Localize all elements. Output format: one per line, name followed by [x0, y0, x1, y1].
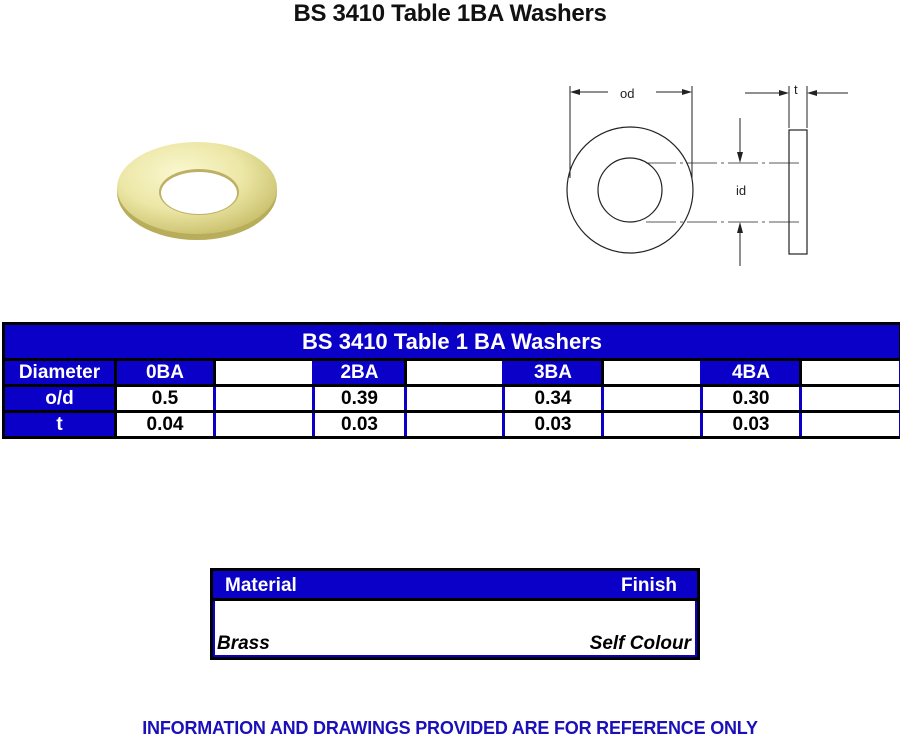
- empty-cell: [603, 386, 702, 412]
- table-header: BS 3410 Table 1 BA Washers: [4, 324, 900, 360]
- washer-spec-table: [2, 322, 900, 439]
- material-label: Material: [225, 575, 297, 597]
- finish-value: Self Colour: [590, 633, 691, 655]
- row-label-od: o/d: [4, 386, 116, 412]
- row-label-diameter: Diameter: [4, 360, 116, 386]
- row-label-t: t: [4, 412, 116, 438]
- empty-cell: [603, 412, 702, 438]
- od-0ba: 0.5: [116, 386, 215, 412]
- size-2ba: 2BA: [314, 360, 406, 386]
- empty-cell: [406, 360, 504, 386]
- id-label: id: [736, 183, 746, 198]
- t-4ba: 0.03: [702, 412, 801, 438]
- empty-cell: [603, 360, 702, 386]
- material-finish-box: [210, 568, 700, 660]
- empty-cell: [215, 360, 314, 386]
- material-header-bar: [213, 571, 697, 601]
- od-2ba: 0.39: [314, 386, 406, 412]
- empty-cell: [215, 386, 314, 412]
- page-title: BS 3410 Table 1BA Washers: [0, 0, 900, 28]
- empty-cell: [215, 412, 314, 438]
- t-label: t: [794, 82, 798, 97]
- empty-cell: [801, 360, 900, 386]
- disclaimer: INFORMATION AND DRAWINGS PROVIDED ARE FOR REFERENCE ONLY: [0, 718, 900, 739]
- t-0ba: 0.04: [116, 412, 215, 438]
- od-3ba: 0.34: [504, 386, 603, 412]
- washer-technical-drawing: [560, 78, 860, 273]
- material-value: Brass: [217, 633, 270, 655]
- t-2ba: 0.03: [314, 412, 406, 438]
- empty-cell: [801, 386, 900, 412]
- finish-label: Finish: [621, 575, 677, 597]
- empty-cell: [801, 412, 900, 438]
- od-label: od: [620, 86, 634, 101]
- size-4ba: 4BA: [702, 360, 801, 386]
- washer-photo: [112, 140, 282, 240]
- t-3ba: 0.03: [504, 412, 603, 438]
- od-4ba: 0.30: [702, 386, 801, 412]
- empty-cell: [406, 412, 504, 438]
- size-0ba: 0BA: [116, 360, 215, 386]
- empty-cell: [406, 386, 504, 412]
- size-3ba: 3BA: [504, 360, 603, 386]
